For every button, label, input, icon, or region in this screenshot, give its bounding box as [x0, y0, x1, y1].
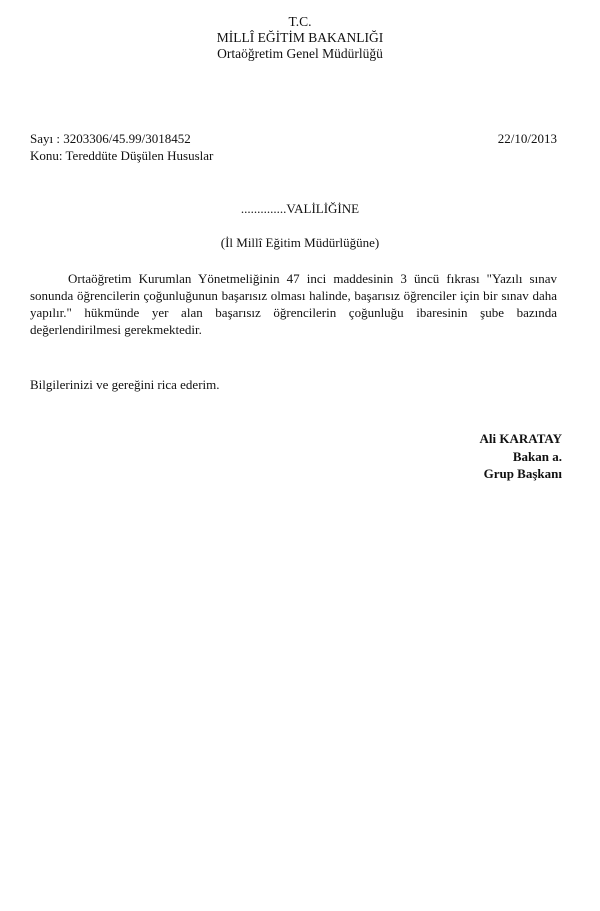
signature-block — [480, 430, 562, 483]
reference-number: Sayı : 3203306/45.99/3018452 — [30, 131, 191, 146]
addressee-sub: (İl Millî Eğitim Müdürlüğüne) — [220, 235, 380, 250]
letterhead-line-directorate: Ortaöğretim Genel Müdürlüğü — [217, 46, 383, 61]
letterhead-line-ministry: MİLLÎ EĞİTİM BAKANLIĞI — [216, 30, 384, 45]
addressee-main: ..............VALİLİĞİNE — [240, 201, 360, 216]
closing-sentence: Bilgilerinizi ve gereğini rica ederim. — [30, 377, 220, 392]
body-paragraph: Ortaöğretim Kurumlan Yönetmeliğinin 47 inci maddesinin 3 üncü fıkrası "Yazılı sınav sonunda öğrencilerin çoğunluğunun başarısız olması halinde, başarısız öğrenciler için bir sınav daha yapılır." hükmünde yer alan başarısız öğrencilerin çoğunluğu ibaresinin şube bazında değerlendirilmesi gerekmektedir. — [30, 271, 557, 337]
letterhead — [0, 14, 600, 62]
signatory-role: Bakan a. — [512, 448, 562, 464]
signatory-name: Ali KARATAY — [479, 431, 562, 446]
signatory-title: Grup Başkanı — [483, 466, 562, 481]
document-date: 22/10/2013 — [497, 131, 557, 146]
letterhead-line-tc: T.C. — [288, 14, 312, 29]
subject-line: Konu: Tereddüte Düşülen Hususlar — [30, 148, 214, 163]
